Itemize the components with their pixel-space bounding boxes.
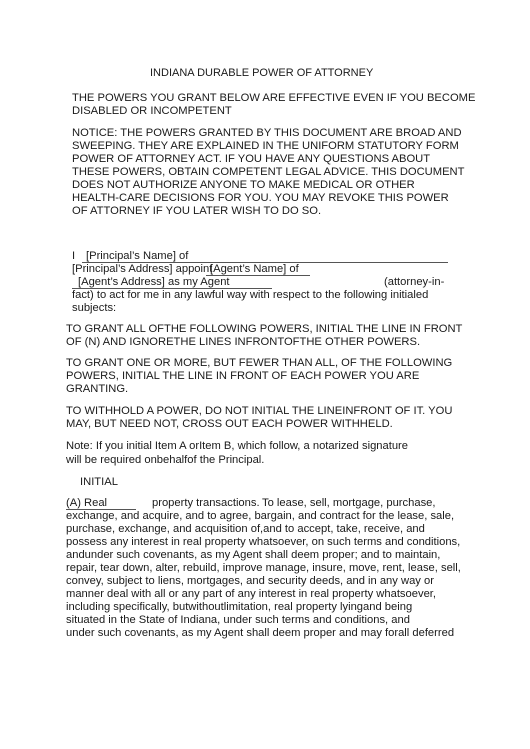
initial-label: INITIAL bbox=[80, 476, 118, 488]
notice-line: DOES NOT AUTHORIZE ANYONE TO MAKE MEDICAL OR OTHER bbox=[72, 179, 415, 191]
attorney-in-text: (attorney-in- bbox=[384, 276, 445, 288]
withhold-line: TO WITHHOLD A POWER, DO NOT INITIAL THE LINEINFRONT OF IT. YOU bbox=[66, 405, 453, 417]
grant-all-line: OF (N) AND IGNORETHE LINES INFRONTOFTHE OTHER POWERS. bbox=[66, 336, 421, 348]
notice-line: SWEEPING. THEY ARE EXPLAINED IN THE UNIFORM STATUTORY FORM bbox=[72, 140, 459, 152]
withhold-line: MAY, BUT NEED NOT, CROSS OUT EACH POWER WITHHELD. bbox=[66, 418, 393, 430]
notice-line: NOTICE: THE POWERS GRANTED BY THIS DOCUMENT ARE BROAD AND bbox=[72, 127, 462, 139]
principal-text-line: subjects: bbox=[72, 302, 117, 314]
grant-some-line: TO GRANT ONE OR MORE, BUT FEWER THAN ALL, OF THE FOLLOWING bbox=[66, 357, 453, 369]
notice-line: HEALTH-CARE DECISIONS FOR YOU. YOU MAY REVOKE THIS POWER bbox=[72, 192, 449, 204]
principal-text-line: fact) to act for me in any lawful way with respect to the following initialed bbox=[72, 289, 429, 301]
grant-some-line: GRANTING. bbox=[66, 383, 129, 395]
note-line: will be required onbehalfof the Principal. bbox=[66, 454, 265, 466]
principal-i: I bbox=[72, 250, 76, 262]
item-a-line: under such covenants, as my Agent shall deem proper and may forall deferred bbox=[66, 627, 455, 639]
item-a-heading: property transactions. bbox=[152, 497, 260, 509]
warning-line: DISABLED OR INCOMPETENT bbox=[72, 105, 232, 117]
item-a-line: situated in the State of Indiana, under such terms and conditions, and bbox=[66, 614, 410, 626]
item-a-first-line: To lease, sell, mortgage, purchase, bbox=[262, 497, 436, 509]
document-title: INDIANA DURABLE POWER OF ATTORNEY bbox=[150, 67, 374, 79]
item-a-line: andunder such covenants, as my Agent shall deem proper; and to maintain, bbox=[66, 549, 441, 561]
item-a-line: purchase, exchange, and acquisition of,and to accept, take, receive, and bbox=[66, 523, 425, 535]
grant-all-line: TO GRANT ALL OFTHE FOLLOWING POWERS, INITIAL THE LINE IN FRONT bbox=[66, 323, 463, 335]
item-a-line: convey, subject to liens, mortgages, and security deeds, and in any way or bbox=[66, 575, 434, 587]
notice-line: OF ATTORNEY IF YOU LATER WISH TO DO SO. bbox=[72, 205, 322, 217]
notice-line: THESE POWERS, OBTAIN COMPETENT LEGAL ADVICE. THIS DOCUMENT bbox=[72, 166, 465, 178]
agent-name-field[interactable]: [Agent’s Name] of bbox=[210, 263, 299, 275]
item-a-line: manner deal with all or any part of any interest in real property whatsoever, bbox=[66, 588, 437, 600]
item-a-line: exchange, and acquire, and to agree, bargain, and contract for the lease, sale, bbox=[66, 510, 455, 522]
item-a-line: possess any interest in real property whatsoever, on such terms and conditions, bbox=[66, 536, 461, 548]
grant-some-line: POWERS, INITIAL THE LINE IN FRONT OF EACH POWER YOU ARE bbox=[66, 370, 420, 382]
warning-line: THE POWERS YOU GRANT BELOW ARE EFFECTIVE EVEN IF YOU BECOME bbox=[72, 92, 476, 104]
note-line: Note: If you initial Item A orItem B, which follow, a notarized signature bbox=[66, 440, 409, 452]
notice-line: POWER OF ATTORNEY ACT. IF YOU HAVE ANY QUESTIONS ABOUT bbox=[72, 153, 431, 165]
item-a-line: repair, tear down, alter, rebuild, improve manage, insure, move, rent, lease, sell, bbox=[66, 562, 461, 574]
item-a-initial-field[interactable]: (A) Real bbox=[66, 497, 108, 509]
principal-address-field[interactable]: [Principal’s Address] appoint bbox=[72, 263, 213, 275]
agent-address-field[interactable]: [Agent’s Address] as my Agent bbox=[78, 276, 230, 288]
item-a-line: including specifically, butwithoutlimitation, real property lyingand being bbox=[66, 601, 413, 613]
principal-name-field[interactable]: [Principal’s Name] of bbox=[86, 250, 189, 262]
